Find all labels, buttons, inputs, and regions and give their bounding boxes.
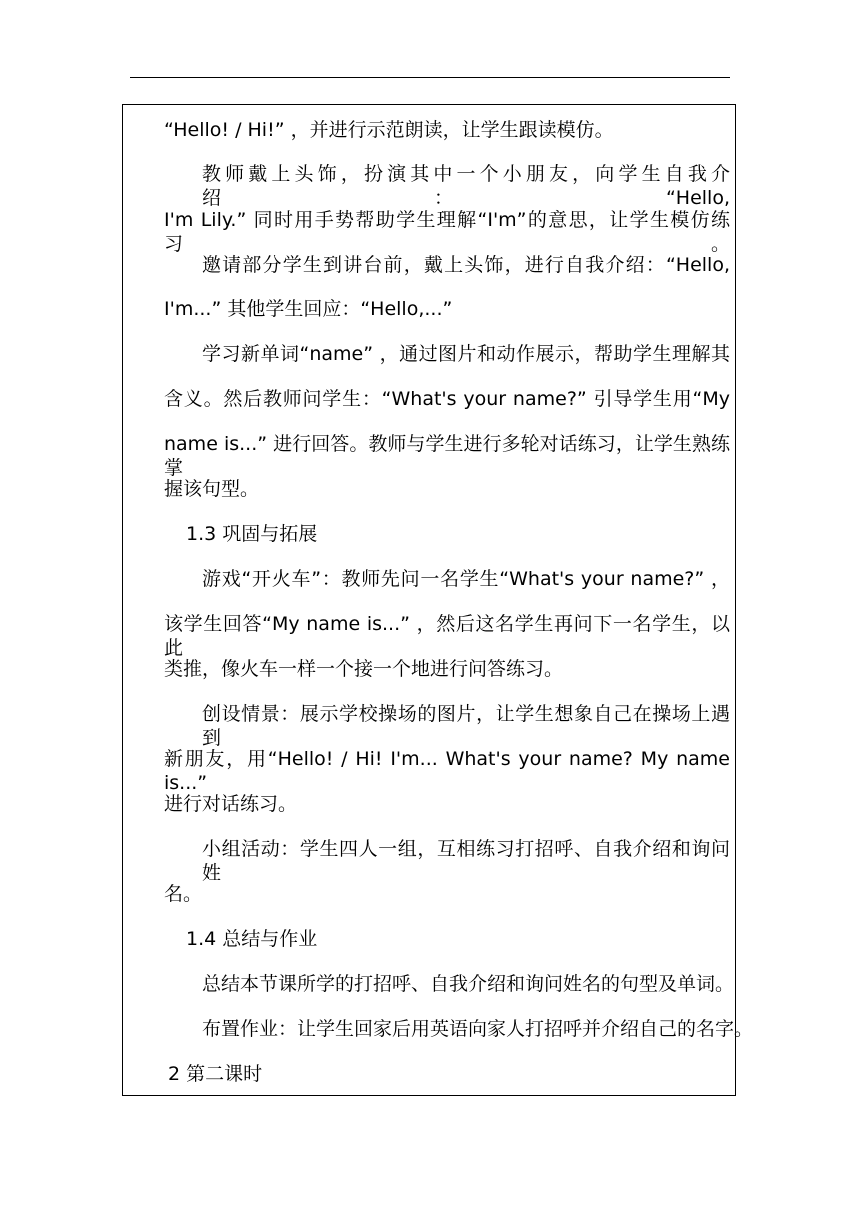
text-line-5: I'm...” 其他学生回应：“Hello,...” — [164, 298, 453, 320]
text-line-13: 类推，像火车一样一个接一个地进行问答练习。 — [164, 658, 564, 680]
text-line-21: 布置作业：让学生回家后用英语向家人打招呼并介绍自己的名字。 — [202, 1018, 754, 1040]
text-line-18: 名。 — [164, 883, 203, 905]
text-line-20: 总结本节课所学的打招呼、自我介绍和询问姓名的句型及单词。 — [202, 973, 735, 995]
section-heading-2: 2 第二课时 — [168, 1063, 263, 1085]
section-heading-1-3: 1.3 巩固与拓展 — [186, 523, 318, 545]
text-line-6: 学习新单词“name” ，通过图片和动作展示，帮助学生理解其 — [202, 343, 730, 365]
text-line-2: 教师戴上头饰，扮演其中一个小朋友，向学生自我介绍：“Hello, — [202, 163, 730, 209]
text-line-15: 新朋友，用“Hello! / Hi! I'm... What's your name? My name is...” — [164, 748, 730, 794]
text-line-4: 邀请部分学生到讲台前，戴上头饰，进行自我介绍：“Hello, — [202, 254, 730, 276]
text-line-1: “Hello! / Hi!” ，并进行示范朗读，让学生跟读模仿。 — [164, 119, 614, 141]
text-line-14: 创设情景：展示学校操场的图片，让学生想象自己在操场上遇到 — [202, 703, 730, 749]
section-heading-1-4: 1.4 总结与作业 — [186, 928, 318, 950]
text-line-3: I'm Lily.” 同时用手势帮助学生理解“I'm”的意思，让学生模仿练习。 — [164, 209, 730, 255]
text-line-8: name is...” 进行回答。教师与学生进行多轮对话练习，让学生熟练掌 — [164, 433, 730, 479]
text-line-9: 握该句型。 — [164, 478, 260, 500]
text-line-12: 该学生回答“My name is...” ，然后这名学生再问下一名学生，以此 — [164, 613, 730, 659]
text-line-17: 小组活动：学生四人一组，互相练习打招呼、自我介绍和询问姓 — [202, 838, 730, 884]
text-line-7: 含义。然后教师问学生：“What's your name?” 引导学生用“My — [164, 388, 730, 410]
text-line-11: 游戏“开火车”：教师先问一名学生“What's your name?” ， — [202, 568, 730, 590]
text-line-16: 进行对话练习。 — [164, 793, 298, 815]
header-rule — [130, 77, 730, 78]
